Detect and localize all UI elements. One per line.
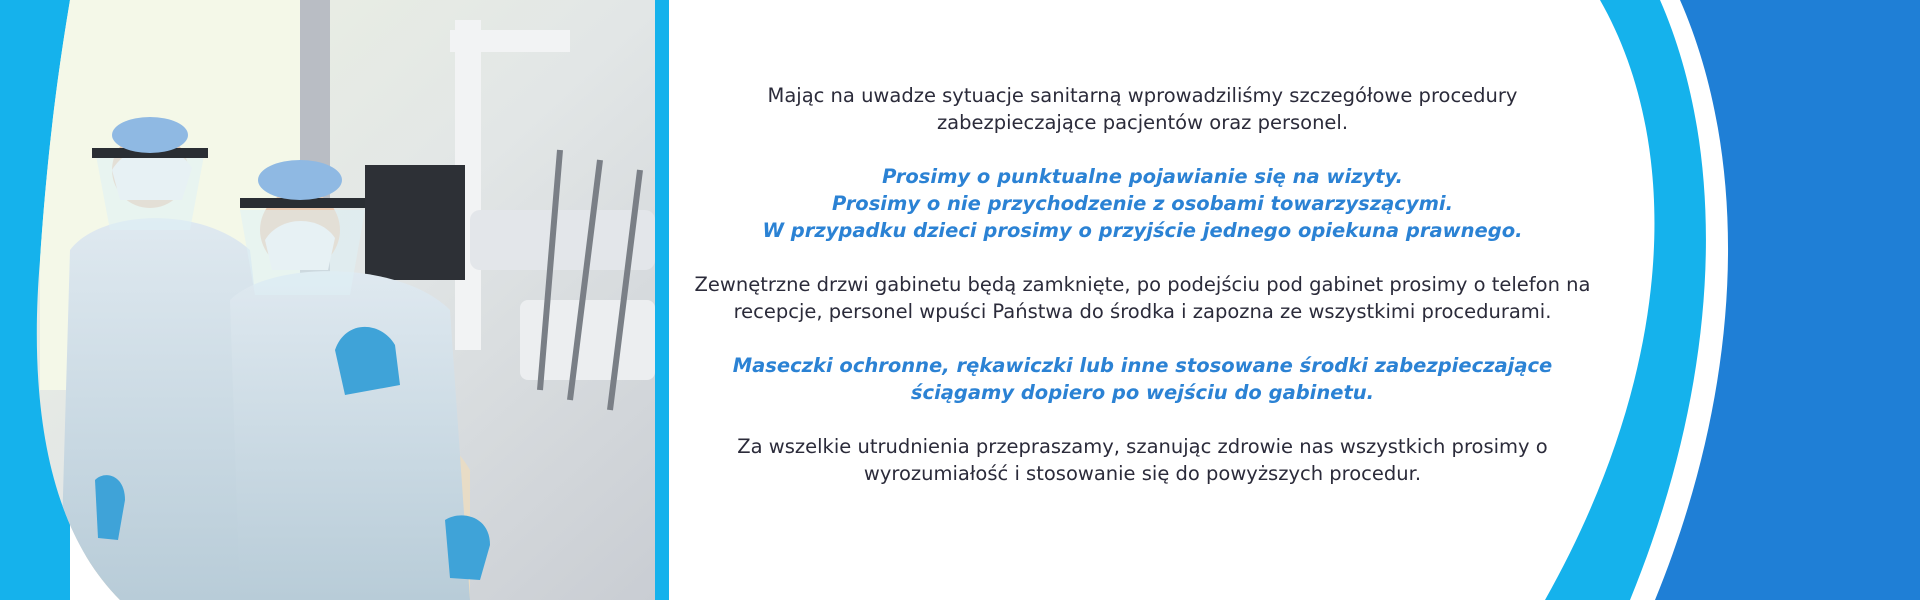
request-line: Prosimy o nie przychodzenie z osobami towarzyszącymi. — [832, 192, 1453, 215]
request-line: W przypadku dzieci prosimy o przyjście jednego opiekuna prawnego. — [762, 219, 1523, 242]
closing-line: Za wszelkie utrudnienia przepraszamy, szanując zdrowie nas wszystkich prosimy o — [737, 435, 1548, 458]
door-info-paragraph — [680, 271, 1605, 325]
intro-line: Mając na uwadze sytuacje sanitarną wprowadziliśmy szczegółowe procedury — [767, 84, 1518, 107]
door-info-line: recepcje, personel wpuści Państwa do środka i zapozna ze wszystkimi procedurami. — [733, 300, 1552, 323]
intro-paragraph — [680, 82, 1605, 136]
masks-paragraph — [680, 352, 1605, 406]
requests-paragraph — [680, 163, 1605, 244]
closing-line: wyrozumiałość i stosowanie się do powyższych procedur. — [863, 462, 1422, 485]
request-line: Prosimy o punktualne pojawianie się na wizyty. — [882, 165, 1403, 188]
photo-divider-strip — [655, 0, 669, 600]
staff-in-protective-gear-photo — [0, 0, 655, 600]
closing-paragraph — [680, 433, 1605, 487]
door-info-line: Zewnętrzne drzwi gabinetu będą zamknięte, po podejściu pod gabinet prosimy o telefon na — [694, 273, 1591, 296]
sanitary-procedures-text — [680, 82, 1605, 514]
masks-line: Maseczki ochronne, rękawiczki lub inne stosowane środki zabezpieczające — [732, 354, 1553, 377]
intro-line: zabezpieczające pacjentów oraz personel. — [936, 111, 1349, 134]
masks-line: ściągamy dopiero po wejściu do gabinetu. — [910, 381, 1375, 404]
